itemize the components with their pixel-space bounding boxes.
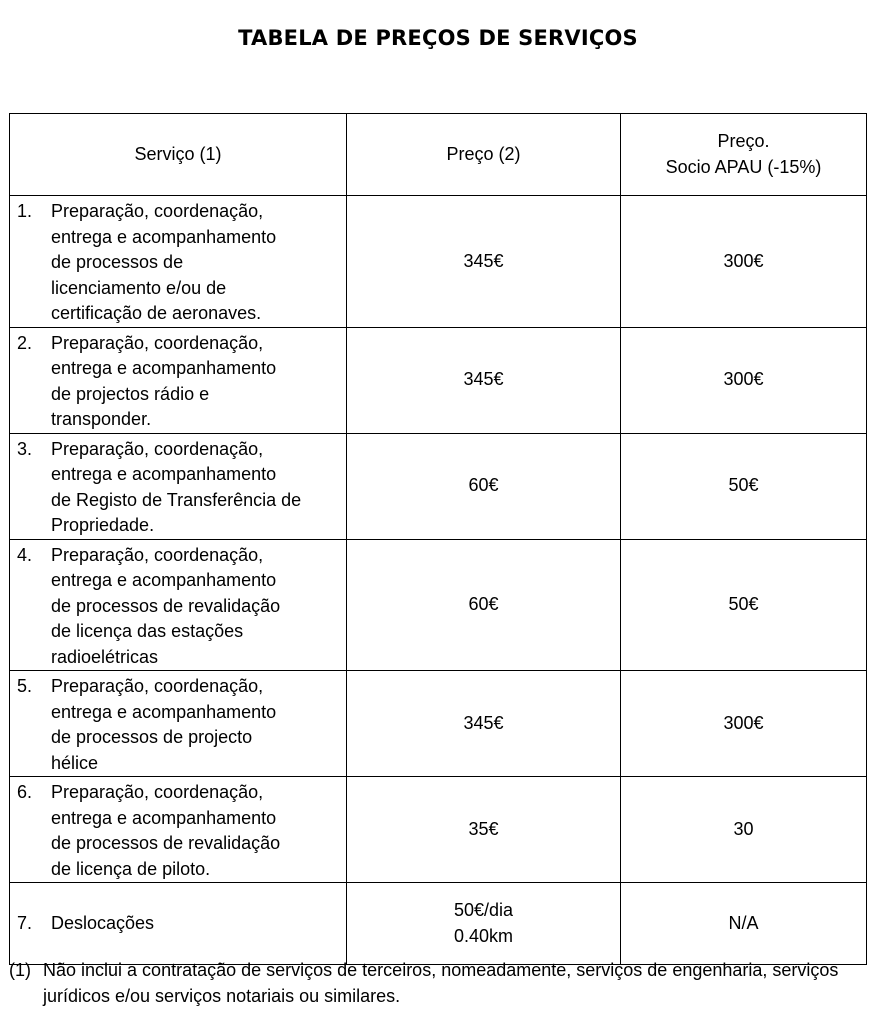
service-description <box>51 780 342 882</box>
service-number: 6. <box>17 782 33 802</box>
service-line: Deslocações <box>51 912 155 933</box>
service-description <box>51 437 342 539</box>
service-line: de Registo de Transferência de <box>51 489 302 510</box>
service-line: entrega e acompanhamento <box>51 464 277 484</box>
price-cell: 35€ <box>347 777 621 883</box>
service-line: radioelétricas <box>51 646 159 667</box>
service-number: 2. <box>17 332 33 353</box>
service-line: licenciamento e/ou de <box>51 277 227 298</box>
table-row <box>10 433 867 539</box>
price-per-day: 50€/dia <box>453 900 514 920</box>
table-row <box>10 327 867 433</box>
service-line: entrega e acompanhamento <box>51 570 277 590</box>
table-row <box>10 539 867 671</box>
service-line: entrega e acompanhamento <box>51 226 277 247</box>
service-description <box>51 199 342 327</box>
service-number: 1. <box>17 201 33 221</box>
price-cell: 345€ <box>347 196 621 328</box>
table-header-row <box>10 114 867 196</box>
service-line: Preparação, coordenação, <box>51 544 264 565</box>
service-line: Preparação, coordenação, <box>51 438 264 459</box>
price-cell: 345€ <box>347 671 621 777</box>
service-line: Preparação, coordenação, <box>51 782 264 802</box>
service-number: 4. <box>17 544 33 565</box>
member-price-cell: 300€ <box>621 196 867 328</box>
service-cell <box>10 433 347 539</box>
service-line: de projectos rádio e <box>51 383 210 404</box>
service-line: de processos de projecto <box>51 727 253 747</box>
member-price-cell: 50€ <box>621 539 867 671</box>
service-line: entrega e acompanhamento <box>51 807 277 828</box>
service-line: Preparação, coordenação, <box>51 201 264 221</box>
service-line: transponder. <box>51 409 152 429</box>
table-row <box>10 196 867 328</box>
table-row <box>10 883 867 965</box>
price-table <box>9 113 867 965</box>
service-cell <box>10 777 347 883</box>
price-cell: 60€ <box>347 433 621 539</box>
member-price-cell: 50€ <box>621 433 867 539</box>
price-cell <box>347 883 621 965</box>
service-number: 3. <box>17 438 33 459</box>
service-line: de licença de piloto. <box>51 858 211 879</box>
service-cell <box>10 327 347 433</box>
price-cell: 60€ <box>347 539 621 671</box>
member-price-cell: 300€ <box>621 327 867 433</box>
service-cell <box>10 196 347 328</box>
service-line: entrega e acompanhamento <box>51 358 277 378</box>
service-number: 5. <box>17 676 33 696</box>
service-cell <box>10 539 347 671</box>
service-number: 7. <box>17 912 33 933</box>
member-price-cell: 30 <box>621 777 867 883</box>
service-line: Propriedade. <box>51 515 155 535</box>
service-line: Preparação, coordenação, <box>51 676 264 696</box>
footnote <box>9 957 871 1009</box>
header-service: Serviço (1) <box>10 114 347 196</box>
footnote-text: Não inclui a contratação de serviços de terceiros, nomeadamente, serviços de engenharia, serviços jurídicos e/ou serviços notariais ou similares. <box>43 960 839 1006</box>
header-member-price-line2: Socio APAU (-15%) <box>665 156 822 177</box>
service-line: Preparação, coordenação, <box>51 332 264 353</box>
service-cell <box>10 671 347 777</box>
service-description <box>51 331 342 433</box>
service-description <box>51 911 342 937</box>
service-line: hélice <box>51 752 99 773</box>
service-line: de licença das estações <box>51 621 244 641</box>
service-line: entrega e acompanhamento <box>51 701 277 722</box>
header-price: Preço (2) <box>347 114 621 196</box>
page-title: TABELA DE PREÇOS DE SERVIÇOS <box>238 26 638 50</box>
price-per-km: 0.40km <box>453 925 514 946</box>
service-cell <box>10 883 347 965</box>
service-line: de processos de revalidação <box>51 595 281 616</box>
footnote-mark: (1) <box>9 960 31 980</box>
member-price-cell: 300€ <box>621 671 867 777</box>
table-row <box>10 671 867 777</box>
service-line: de processos de <box>51 252 184 272</box>
service-line: de processos de revalidação <box>51 833 281 853</box>
service-description <box>51 543 342 671</box>
header-member-price <box>621 114 867 196</box>
table-row <box>10 777 867 883</box>
header-member-price-line1: Preço. <box>717 131 770 151</box>
price-cell: 345€ <box>347 327 621 433</box>
member-price-cell: N/A <box>621 883 867 965</box>
service-description <box>51 674 342 776</box>
service-line: certificação de aeronaves. <box>51 303 262 323</box>
